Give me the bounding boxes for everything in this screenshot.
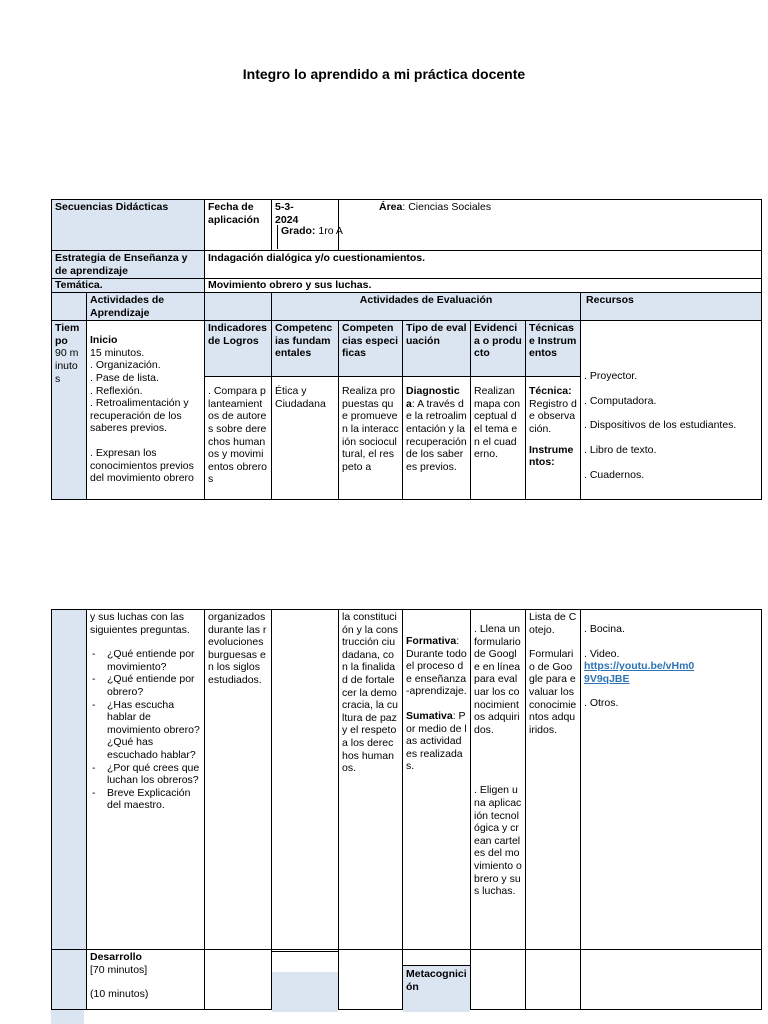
comp-especificas-label: Competencias especificas — [342, 322, 399, 360]
formativa-text: : Durante todo el proceso de enseñanza-aprendizaje. — [406, 635, 467, 698]
formativa-block — [406, 635, 467, 698]
comp-esp-blank-cell — [339, 950, 403, 1010]
video-link[interactable]: https://youtu.be/vHm09V9qJBE — [584, 660, 695, 685]
indicadores-continued-cell — [205, 610, 272, 950]
desarrollo-cell — [87, 610, 205, 1001]
metacognicion-subcell — [403, 965, 470, 1012]
actividades-aprendizaje-label: Actividades de Aprendizaje — [90, 293, 165, 319]
tipo-evaluacion-label: Tipo de evaluación — [406, 322, 467, 347]
secuencias-label-cell — [52, 200, 205, 251]
estrategia-value-cell — [205, 251, 762, 279]
indicadores-continued-text: organizados durante las revoluciones burguesas en los siglos estudiados. — [208, 611, 267, 686]
actividades-aprendizaje-header — [87, 292, 205, 320]
fecha-label-cell — [205, 200, 272, 251]
indicadores-text: . Compara planteamientos de autores sobre derechos humanos y movimientos obreros — [208, 385, 267, 486]
tematica-label-cell — [52, 279, 205, 293]
comp-esp-continued-text: la constitución y la construcción ciudadana, con la finalidad de fortalecer la democracia, la cultura de paz y el respeto a los derechos humanos. — [342, 611, 399, 775]
tecnicas-formulario: Formulario de Google para evaluar los conocimientos adquiridos. — [529, 648, 577, 736]
tipo-evaluacion-continued-cell — [403, 610, 471, 993]
actividades-evaluacion-label: Actividades de Evaluación — [359, 293, 493, 306]
sumativa-text: : Por medio de las actividades realizadas. — [406, 709, 467, 773]
desarrollo-label: Desarrollo — [90, 951, 142, 963]
tematica-value-cell — [205, 279, 762, 293]
comp-fundamentales-cell — [272, 321, 339, 500]
diez-minutos: (10 minutos) — [90, 988, 149, 1001]
tiempo-continued-cell-2 — [52, 950, 87, 1010]
evidencia-blank-cell — [471, 950, 526, 1010]
area-label: Área — [379, 201, 403, 213]
comp-especificas-text: Realiza propuestas que promueven la interacción sociocultural, el respeto a — [342, 385, 399, 473]
tiempo-cell — [52, 321, 87, 500]
diagnostica-text: : A través de la retroalimentación y la recuperación de los saberes previos. — [406, 397, 467, 473]
recurso-item: . Proyector. — [584, 370, 638, 383]
evidencia-continued-cell — [471, 610, 526, 950]
question-item: - ¿Has escucha hablar de movimiento obrero? ¿Qué has escuchado hablar? — [90, 699, 201, 762]
area-cell — [339, 200, 762, 251]
tecnicas-lista-cotejo: Lista de Cotejo. — [529, 611, 577, 636]
recurso-bocina: . Bocina. — [584, 623, 625, 635]
next-page-strip — [51, 1010, 84, 1024]
question-list — [90, 648, 201, 812]
indicadores-label: Indicadores de Logros — [208, 322, 267, 347]
comp-fundamentales-label: Competencias fundamentales — [275, 322, 333, 360]
recurso-item: . Cuadernos. — [584, 468, 645, 481]
evidencia-text: Realizan mapa conceptual del tema en el cuaderno. — [474, 385, 521, 461]
comp-fundamentales-text: Ética y Ciudadana — [275, 385, 326, 410]
grado-label: Grado: — [281, 225, 316, 238]
recursos-blank-cell — [581, 950, 762, 1010]
tecnicas-label: Técnicas e Instrumentos — [529, 322, 577, 360]
tecnicas-blank-cell — [526, 950, 581, 1010]
question-item: - Breve Explicación del maestro. — [90, 787, 201, 812]
sumativa-block — [406, 710, 467, 773]
inicio-label: Inicio — [90, 334, 118, 347]
blank-header-cell-2 — [205, 292, 272, 320]
inicio-item: . Retroalimentación y recuperación de los saberes previos. — [90, 397, 189, 435]
comp-especificas-cell — [339, 321, 403, 500]
recurso-video: . Video. — [584, 647, 620, 660]
lesson-plan-table-part2 — [51, 609, 762, 1010]
tecnicas-cell — [526, 321, 581, 500]
desarrollo-time: [70 minutos] — [90, 963, 148, 976]
comp-fund-shaded-subrow — [272, 972, 338, 1012]
secuencias-label: Secuencias Didácticas — [55, 201, 169, 213]
actividades-evaluacion-header — [272, 292, 581, 320]
indicadores-cell — [205, 321, 272, 500]
tematica-label: Temática. — [55, 279, 103, 292]
grado-value: 1ro A — [315, 225, 343, 238]
indicadores-blank-cell — [205, 950, 272, 1010]
fecha-value-cell — [272, 200, 343, 251]
recurso-item: . Libro de texto. — [584, 443, 657, 456]
inicio-item: . Organización. — [90, 359, 161, 372]
evidencia-cell — [471, 321, 526, 500]
comp-fund-continued-cell — [272, 610, 339, 950]
preguntas-intro: y sus luchas con las siguientes preguntas. — [90, 611, 190, 636]
blank-header-cell — [52, 292, 87, 320]
evidencia-label: Evidencia o producto — [474, 322, 522, 360]
recursos-continued-cell — [581, 610, 762, 950]
tiempo-value: 90 minutos — [55, 347, 79, 385]
estrategia-label-cell — [52, 251, 205, 279]
question-item: - ¿Por qué crees que luchan los obreros? — [90, 762, 201, 787]
evidencia-carteles: . Eligen una aplicación tecnológica y crean carteles del movimiento obrero y sus luchas. — [474, 784, 522, 898]
estrategia-label: Estrategia de Enseñanza y de aprendizaje — [55, 252, 188, 277]
recurso-item: . Dispositivos de los estudiantes. — [584, 419, 737, 432]
inicio-cell — [87, 321, 205, 500]
tipo-evaluacion-text-block — [406, 385, 467, 473]
recursos-cell — [581, 321, 762, 500]
recurso-item: . Computadora. — [584, 394, 657, 407]
area-value: : Ciencias Sociales — [402, 201, 492, 213]
tecnica-label: Técnica: — [529, 385, 572, 398]
instrumentos-label: Instrumentos: — [529, 443, 574, 469]
tiempo-label: Tiempo — [55, 322, 80, 347]
sumativa-label: Sumativa — [406, 709, 453, 722]
tecnicas-continued-cell — [526, 610, 581, 950]
question-item: - ¿Qué entiende por obrero? — [90, 673, 201, 698]
tecnica-value: Registro de observación. — [529, 397, 577, 435]
fecha-value: 5-3-2024 — [275, 201, 299, 226]
comp-esp-continued-cell — [339, 610, 403, 950]
evidencia-formulario: . Llena un formulario de Google en línea para evaluar los conocimientos adquiridos. — [474, 623, 521, 736]
page-title: Integro lo aprendido a mi práctica docente — [242, 66, 526, 82]
recursos-header — [581, 292, 762, 320]
lesson-plan-table-part1 — [51, 199, 762, 500]
recurso-otros: . Otros. — [584, 697, 619, 710]
question-item: - ¿Qué entiende por movimiento? — [90, 648, 201, 673]
fecha-label: Fecha de aplicación — [208, 201, 260, 226]
formativa-label: Formativa — [406, 635, 457, 647]
metacognicion-label: Metacognición — [406, 968, 467, 993]
inicio-item: . Pase de lista. — [90, 371, 159, 384]
tematica-value: Movimiento obrero y sus luchas. — [208, 279, 372, 292]
diagnostica-label: Diagnostica — [406, 385, 460, 410]
tiempo-continued-cell — [52, 610, 87, 950]
inicio-item: . Reflexión. — [90, 384, 143, 397]
estrategia-value: Indagación dialógica y/o cuestionamientos. — [208, 252, 426, 265]
comp-fund-subrow — [272, 951, 338, 973]
recursos-label: Recursos — [586, 293, 634, 306]
tipo-evaluacion-cell — [403, 321, 471, 500]
inicio-time: 15 minutos. — [90, 346, 145, 359]
expresan-text: . Expresan los conocimientos previos del movimiento obrero — [90, 446, 194, 485]
